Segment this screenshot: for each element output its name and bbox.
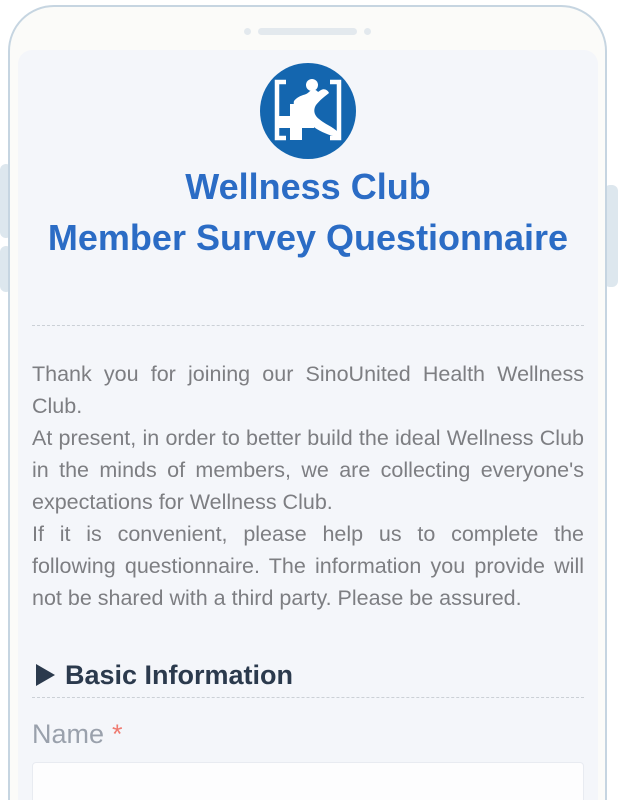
phone-frame bbox=[8, 5, 607, 800]
wellness-club-logo-icon bbox=[260, 63, 356, 159]
name-field bbox=[32, 718, 584, 800]
intro-text bbox=[32, 358, 584, 614]
page-title-line-2: Member Survey Questionnaire bbox=[47, 217, 569, 258]
phone-speaker-row bbox=[10, 28, 605, 35]
camera-dot-icon bbox=[244, 28, 251, 35]
page-title bbox=[32, 161, 584, 263]
speaker-bar-icon bbox=[258, 28, 357, 35]
name-field-label bbox=[32, 718, 584, 750]
intro-paragraph: Thank you for joining our SinoUnited Health Wellness Club. bbox=[32, 362, 584, 418]
required-asterisk: * bbox=[112, 719, 123, 749]
camera-dot-icon bbox=[364, 28, 371, 35]
dotted-divider bbox=[32, 325, 584, 326]
triangle-right-icon bbox=[36, 664, 55, 686]
name-field-label-text: Name bbox=[32, 719, 105, 749]
name-input[interactable] bbox=[32, 762, 584, 800]
intro-paragraph: At present, in order to better build the ideal Wellness Club in the minds of members, we are collecting everyone's expectations for Wellness Club. bbox=[32, 426, 584, 514]
page-title-line-1: Wellness Club bbox=[185, 166, 431, 207]
section-header-basic-information[interactable] bbox=[32, 661, 584, 689]
dotted-divider bbox=[32, 697, 584, 698]
intro-paragraph: If it is convenient, please help us to complete the following questionnaire. The information you provide will not be shared with a third party. Please be assured. bbox=[32, 522, 584, 610]
section-title: Basic Information bbox=[65, 659, 294, 690]
survey-form-card bbox=[18, 50, 598, 800]
